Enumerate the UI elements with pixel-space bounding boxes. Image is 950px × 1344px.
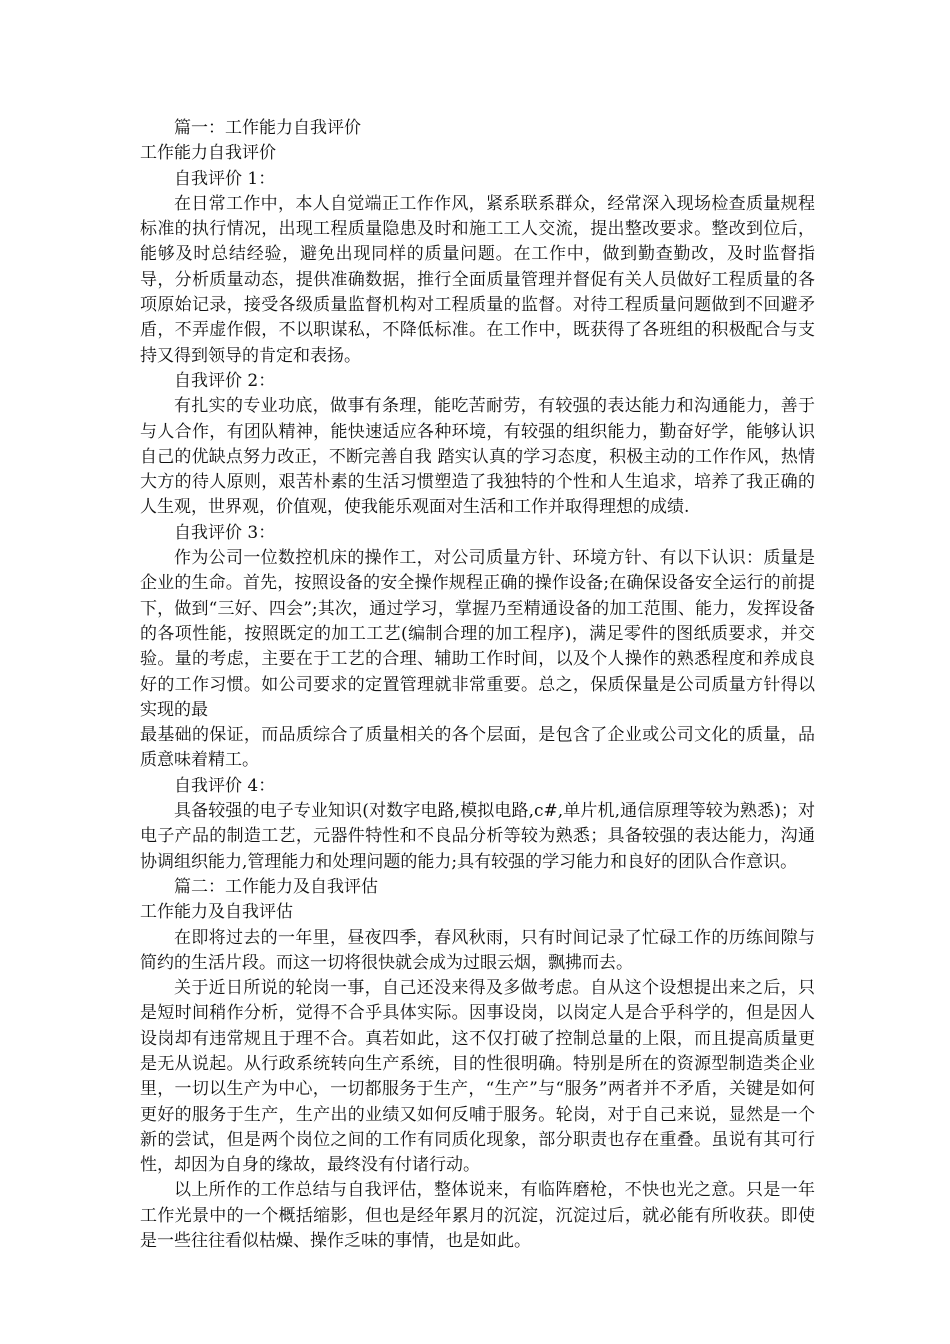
eval3-paragraph: 作为公司一位数控机床的操作工，对公司质量方针、环境方针、有以下认识：质量是企业的生命。首先，按照设备的安全操作规程正确的操作设备;在确保设备安全运行的前提下，做到“三好、四会”;其次，通过学习，掌握乃至精通设备的加工范围、能力，发挥设备的各项性能，按照既定的加工工艺(编制合理的加工程序)，满足零件的图纸质要求，并交验。量的考虑，主要在于工艺的合理、辅助工作时间，以及个人操作的熟悉程度和养成良好的工作习惯。如公司要求的定置管理就非常重要。总之，保质保量是公司质量方针得以实现的最: [140, 548, 815, 720]
part2-paragraph-3: 以上所作的工作总结与自我评估，整体说来，有临阵磨枪，不快也光之意。只是一年工作光景中的一个概括缩影，但也是经年累月的沉淀，沉淀过后，就必能有所收获。即使是一些往往看似枯燥、操作乏味的事情，也是如此。: [140, 1180, 815, 1252]
eval4-label: 自我评价 4：: [174, 775, 276, 796]
eval2-paragraph: 有扎实的专业功底，做事有条理，能吃苦耐劳，有较强的表达能力和沟通能力，善于与人合作，有团队精神，能快速适应各种环境，有较强的组织能力，勤奋好学，能够认识自己的优缺点努力改正，不断完善自我 踏实认真的学习态度，积极主动的工作作风，热情大方的待人原则，艰苦朴素的生活习惯塑造了我独特的个性和人生追求，培养了我正确的人生观，世界观，价值观，使我能乐观面对生活和工作并取得理想的成绩.: [140, 396, 815, 518]
document-page: [140, 116, 815, 1254]
part2-paragraph-1: 在即将过去的一年里，昼夜四季，春风秋雨，只有时间记录了忙碌工作的历练间隙与简约的生活片段。而这一切将很快就会成为过眼云烟，飘拂而去。: [140, 927, 815, 973]
eval4-paragraph: 具备较强的电子专业知识(对数字电路,模拟电路,c#,单片机,通信原理等较为熟悉)；对电子产品的制造工艺，元器件特性和不良品分析等较为熟悉；具备较强的表达能力，沟通协调组织能力,管理能力和处理问题的能力;具有较强的学习能力和良好的团队合作意识。: [140, 801, 815, 872]
eval1-label: 自我评价 1：: [174, 168, 276, 189]
part1-title: 工作能力自我评价: [140, 143, 276, 164]
eval2-label: 自我评价 2：: [174, 370, 276, 391]
eval3-paragraph-continued: 最基础的保证，而品质综合了质量相关的各个层面，是包含了企业或公司文化的质量，品质意味着精工。: [140, 725, 815, 771]
eval1-paragraph: 在日常工作中，本人自觉端正工作作风，紧系联系群众，经常深入现场检查质量规程标准的执行情况，出现工程质量隐患及时和施工工人交流，提出整改要求。整改到位后，能够及时总结经验，避免出现同样的质量问题。在工作中，做到勤查勤改，及时监督指导，分析质量动态，提供准确数据，推行全面质量管理并督促有关人员做好工程质量的各项原始记录，接受各级质量监督机构对工程质量的监督。对待工程质量问题做到不回避矛盾，不弄虚作假，不以职谋私，不降低标准。在工作中，既获得了各班组的积极配合与支持又得到领导的肯定和表扬。: [140, 193, 815, 366]
eval3-label: 自我评价 3：: [174, 522, 276, 543]
part2-heading: 篇二：工作能力及自我评估: [174, 876, 378, 897]
part1-heading: 篇一：工作能力自我评价: [174, 118, 361, 138]
part2-paragraph-2: 关于近日所说的轮岗一事，自己还没来得及多做考虑。自从这个设想提出来之后，只是短时间稍作分析，觉得不合乎具体实际。因事设岗，以岗定人是合乎科学的，但是因人设岗却有违常规且于理不合。真若如此，这不仅打破了控制总量的上限，而且提高质量更是无从说起。从行政系统转向生产系统，目的性很明确。特别是所在的资源型制造类企业里，一切以生产为中心，一切都服务于生产，“生产”与“服务”两者并不矛盾，关键是如何更好的服务于生产，生产出的业绩又如何反哺于服务。轮岗，对于自己来说，显然是一个新的尝试，但是两个岗位之间的工作有同质化现象，部分职责也存在重叠。虽说有其可行性，却因为自身的缘故，最终没有付诸行动。: [140, 978, 815, 1176]
part2-title: 工作能力及自我评估: [140, 902, 293, 923]
